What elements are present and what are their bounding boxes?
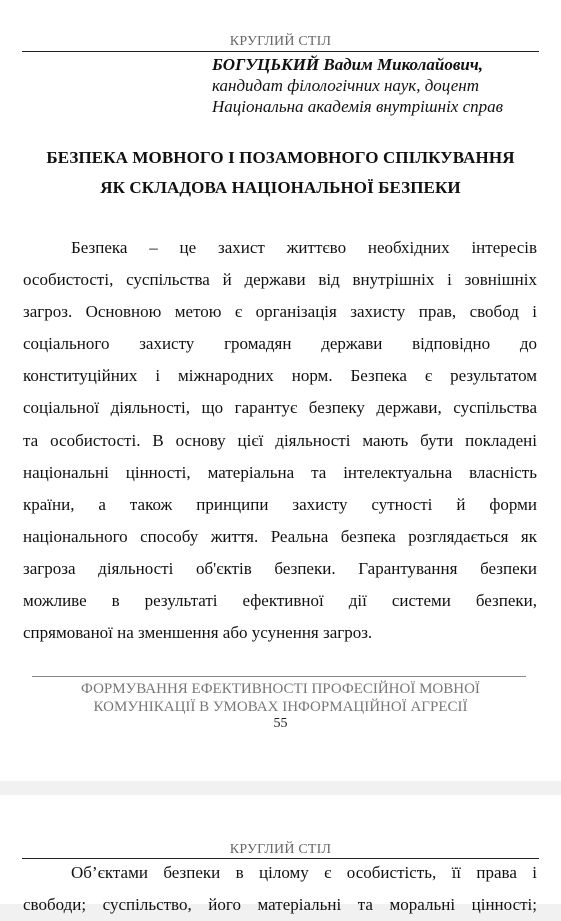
author-degree: кандидат філологічних наук, доцент — [212, 76, 479, 95]
paragraph-line: країни, а також принципи захисту сутності й форми — [23, 494, 537, 514]
paragraph-line: та особистості. В основу цієї діяльності мають бути покладені — [23, 430, 537, 450]
article-title — [22, 143, 539, 203]
paragraph-line: спрямованої на зменшення або усунення загроз. — [23, 623, 373, 643]
paragraph-line: соціальної діяльності, що гарантує безпеку держави, суспільства — [23, 398, 537, 418]
running-head: КРУГЛИЙ СТІЛ — [229, 842, 332, 857]
paragraph-line: національного способу життя. Реальна безпека розглядається як — [23, 526, 537, 546]
paragraph-line: конституційних і міжнародних норм. Безпека є результатом — [23, 366, 537, 386]
body-paragraph — [23, 857, 537, 921]
paragraph-line: особистості, суспільства й держави від внутрішніх і зовнішніх — [23, 270, 537, 290]
paragraph-line: Об’єктами безпеки в цілому є особистість, її права і — [71, 863, 537, 882]
page-number: 55 — [273, 716, 288, 731]
author-block — [212, 54, 542, 117]
footer-line-1: ФОРМУВАННЯ ЕФЕКТИВНОСТІ ПРОФЕСІЙНОЇ МОВНОЇ — [81, 681, 480, 697]
paragraph-line: загроза діяльності об'єктів безпеки. Гарантування безпеки — [23, 558, 537, 578]
body-paragraph — [23, 232, 537, 649]
footer-line-2: КОМУНІКАЦІЇ В УМОВАХ ІНФОРМАЦІЙНОЇ АГРЕСІЇ — [93, 699, 468, 715]
paragraph-line: національні цінності, матеріальна та інтелектуальна власність — [23, 462, 537, 482]
article-title-line-2: ЯК СКЛАДОВА НАЦІОНАЛЬНОЇ БЕЗПЕКИ — [100, 178, 461, 197]
paragraph-line: свободи; суспільство, його матеріальні та моральні цінності; — [23, 895, 537, 914]
footer-rule — [32, 676, 526, 677]
article-title-line-1: БЕЗПЕКА МОВНОГО І ПОЗАМОВНОГО СПІЛКУВАННЯ — [46, 148, 515, 167]
running-head: КРУГЛИЙ СТІЛ — [229, 34, 332, 49]
author-affiliation: Національна академія внутрішніх справ — [212, 97, 504, 116]
document-page-2 — [0, 795, 561, 914]
paragraph-line: можливе в результаті ефективної дії системи безпеки, — [23, 591, 537, 611]
header-rule — [22, 51, 539, 52]
running-footer — [0, 680, 561, 716]
author-name: БОГУЦЬКИЙ Вадим Миколайович, — [212, 55, 484, 74]
paragraph-line: загроз. Основною метою є організація захисту прав, свобод і — [23, 302, 537, 322]
paragraph-line: соціального захисту громадян держави відповідно до — [23, 334, 537, 354]
paragraph-line: Безпека – це захист життєво необхідних інтересів — [71, 238, 537, 257]
